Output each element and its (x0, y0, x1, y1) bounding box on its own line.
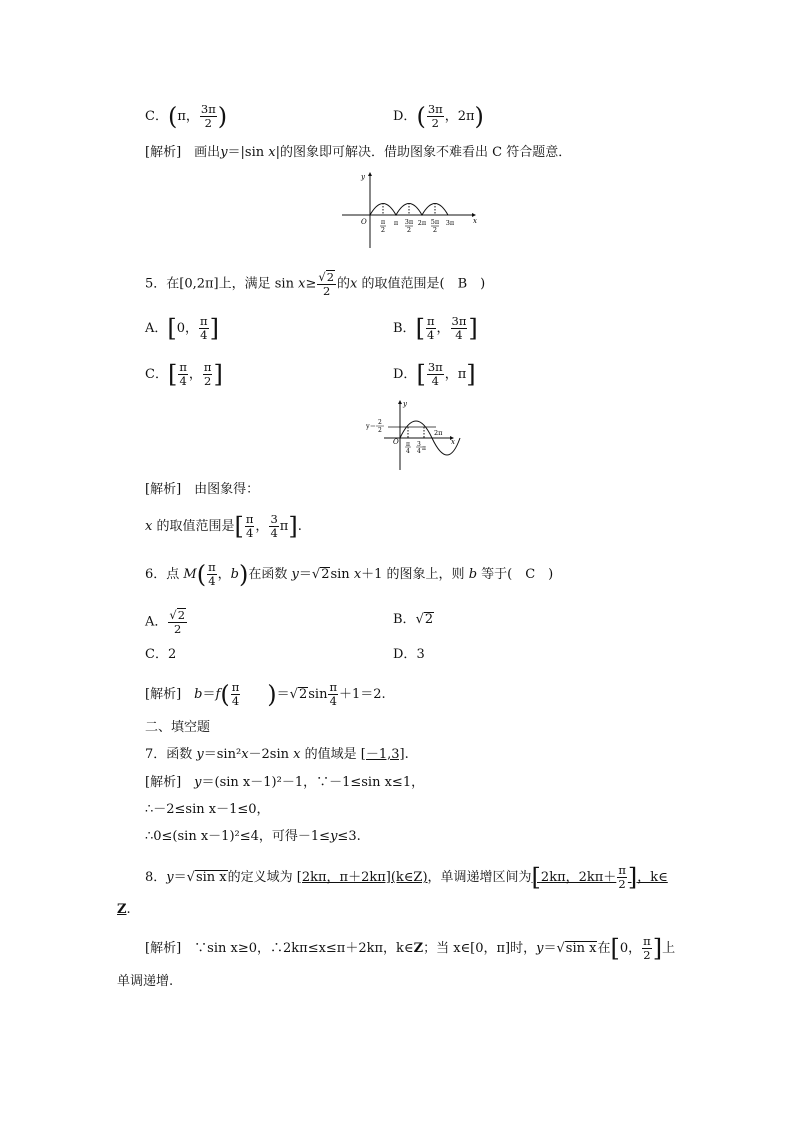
fraction: $\frac{3\pi}{4}$ (427, 360, 443, 388)
svg-text:y＝: y＝ (366, 422, 377, 430)
q8-answer-interval: [2kπ，2kπ＋ $\frac{\pi}{2}$ ]，k∈ (531, 863, 668, 892)
q5-choice-a: A．[0， $\frac{\pi}{4}$ ] (145, 314, 219, 343)
sine-graph (362, 398, 462, 473)
svg-text:2: 2 (380, 226, 386, 234)
svg-text:4: 4 (406, 448, 410, 455)
svg-text:π: π (393, 219, 399, 227)
svg-text:2: 2 (378, 427, 382, 434)
svg-text:5π: 5π (430, 218, 440, 226)
fraction: $\frac{\pi}{4}$ (329, 680, 338, 708)
q8-stem-wrap: Z. (117, 902, 131, 917)
svg-text:O: O (361, 218, 367, 226)
q8-answer-domain: [2kπ，π＋2kπ](k∈Z) (296, 870, 428, 885)
q5-analysis-range: x 的取值范围是[ $\frac{\pi}{4}$ ， $\frac{3}{4}$ π]. (145, 512, 302, 541)
fraction: $\frac{\pi}{4}$ (231, 680, 240, 708)
fraction: $\frac{\pi}{4}$ (208, 560, 216, 588)
q4-analysis: [解析] 画出y＝|sin x|的图象即可解决．借助图象不难看出 C 符合题意． (145, 145, 572, 160)
abs-sine-graph (340, 170, 480, 250)
q7-analysis-2: ∴－2≤sin x－1≤0， (145, 802, 270, 817)
svg-text:4: 4 (417, 448, 421, 455)
q5-choice-b: B．[ $\frac{\pi}{4}$ ， $\frac{3\pi}{4}$ ] (393, 314, 478, 343)
q7-stem: 7．函数 y＝sin²x－2sin x 的值域是 [－1,3]. (145, 747, 409, 762)
fraction: $\frac{\pi}{4}$ (245, 512, 254, 540)
q6-choice-a: A． $\frac{√2}{2}$ (145, 608, 186, 636)
fraction: $\frac{\pi}{2}$ (618, 863, 626, 891)
svg-text:2π: 2π (434, 429, 443, 437)
q5-stem: 5．在[0,2π]上，满足 sin x≥ $\frac{√2}{2}$ 的x 的取值范围是( B ) (145, 270, 486, 298)
q8-stem: 8．y＝√sin x的定义域为 [2kπ，π＋2kπ](k∈Z)，单调递增区间为[2kπ，2kπ＋ $\frac{\pi}{2}$ ]，k∈ (145, 863, 668, 892)
fraction: $\frac{3\pi}{2}$ (200, 102, 216, 130)
q5-choice-d: D．[ $\frac{3\pi}{4}$ ，π] (393, 360, 476, 389)
q4-choice-d: D．( $\frac{3\pi}{2}$ ，2π) (393, 102, 484, 131)
svg-text:y: y (403, 400, 407, 408)
fraction: $\frac{3}{4}$ (270, 512, 278, 540)
q6-choice-d: D．3 (393, 647, 425, 662)
q7-answer: [－1,3] (360, 747, 405, 762)
svg-text:π: π (406, 441, 410, 448)
fraction: $\frac{\pi}{2}$ (643, 934, 651, 962)
fraction: $\frac{√2}{2}$ (169, 608, 186, 636)
svg-text:O: O (393, 438, 399, 446)
svg-text:x: x (451, 438, 455, 446)
q7-analysis-3: ∴0≤(sin x－1)²≤4，可得－1≤y≤3. (145, 829, 361, 844)
section-heading: 二、填空题 (145, 720, 211, 735)
q8-analysis-wrap: 单调递增. (117, 974, 174, 989)
q6-choice-c: C．2 (145, 647, 177, 662)
q7-analysis-1: [解析] y＝(sin x－1)²－1，∵－1≤sin x≤1， (145, 775, 425, 790)
fraction: $\frac{\pi}{4}$ (426, 314, 435, 342)
q4-choice-c: C．(π， $\frac{3\pi}{2}$ ) (145, 102, 228, 131)
svg-text:2: 2 (432, 226, 438, 234)
svg-text:3π: 3π (445, 219, 455, 227)
fraction: $\frac{3\pi}{4}$ (451, 314, 467, 342)
svg-text:π: π (380, 218, 386, 226)
svg-text:2: 2 (378, 419, 382, 426)
q6-analysis: [解析] b＝f( $\frac{\pi}{4}$ )＝√2sin $\frac{\pi}{4}$ ＋1＝2. (145, 680, 386, 709)
q8-analysis: [解析] ∵sin x≥0，∴2kπ≤x≤π＋2kπ，k∈Z；当 x∈[0，π]时，y＝√sin x在[0， $\frac{\pi}{2}$ ]上 (145, 934, 676, 963)
fraction: $\frac{\pi}{4}$ (200, 314, 208, 342)
fraction: $\frac{\pi}{4}$ (179, 360, 187, 388)
q5-analysis: [解析] 由图象得： (145, 482, 260, 497)
q6-stem: 6．点 M( $\frac{\pi}{4}$ ，b)在函数 y＝√2sin x＋1 的图象上，则 b 等于( C ) (145, 560, 554, 589)
svg-text:y: y (361, 173, 365, 181)
svg-text:π: π (422, 445, 426, 452)
svg-text:3: 3 (417, 441, 421, 448)
fraction: $\frac{√2}{2}$ (318, 270, 335, 298)
svg-text:2: 2 (406, 226, 412, 234)
fraction: $\frac{\pi}{2}$ (203, 360, 212, 388)
svg-text:2π: 2π (417, 219, 427, 227)
q6-choice-b: B．√2 (393, 612, 434, 627)
q5-choice-c: C．[ $\frac{\pi}{4}$ ， $\frac{\pi}{2}$ ] (145, 360, 223, 389)
svg-text:3π: 3π (404, 218, 414, 226)
svg-text:x: x (473, 217, 477, 225)
fraction: $\frac{3\pi}{2}$ (427, 102, 443, 130)
